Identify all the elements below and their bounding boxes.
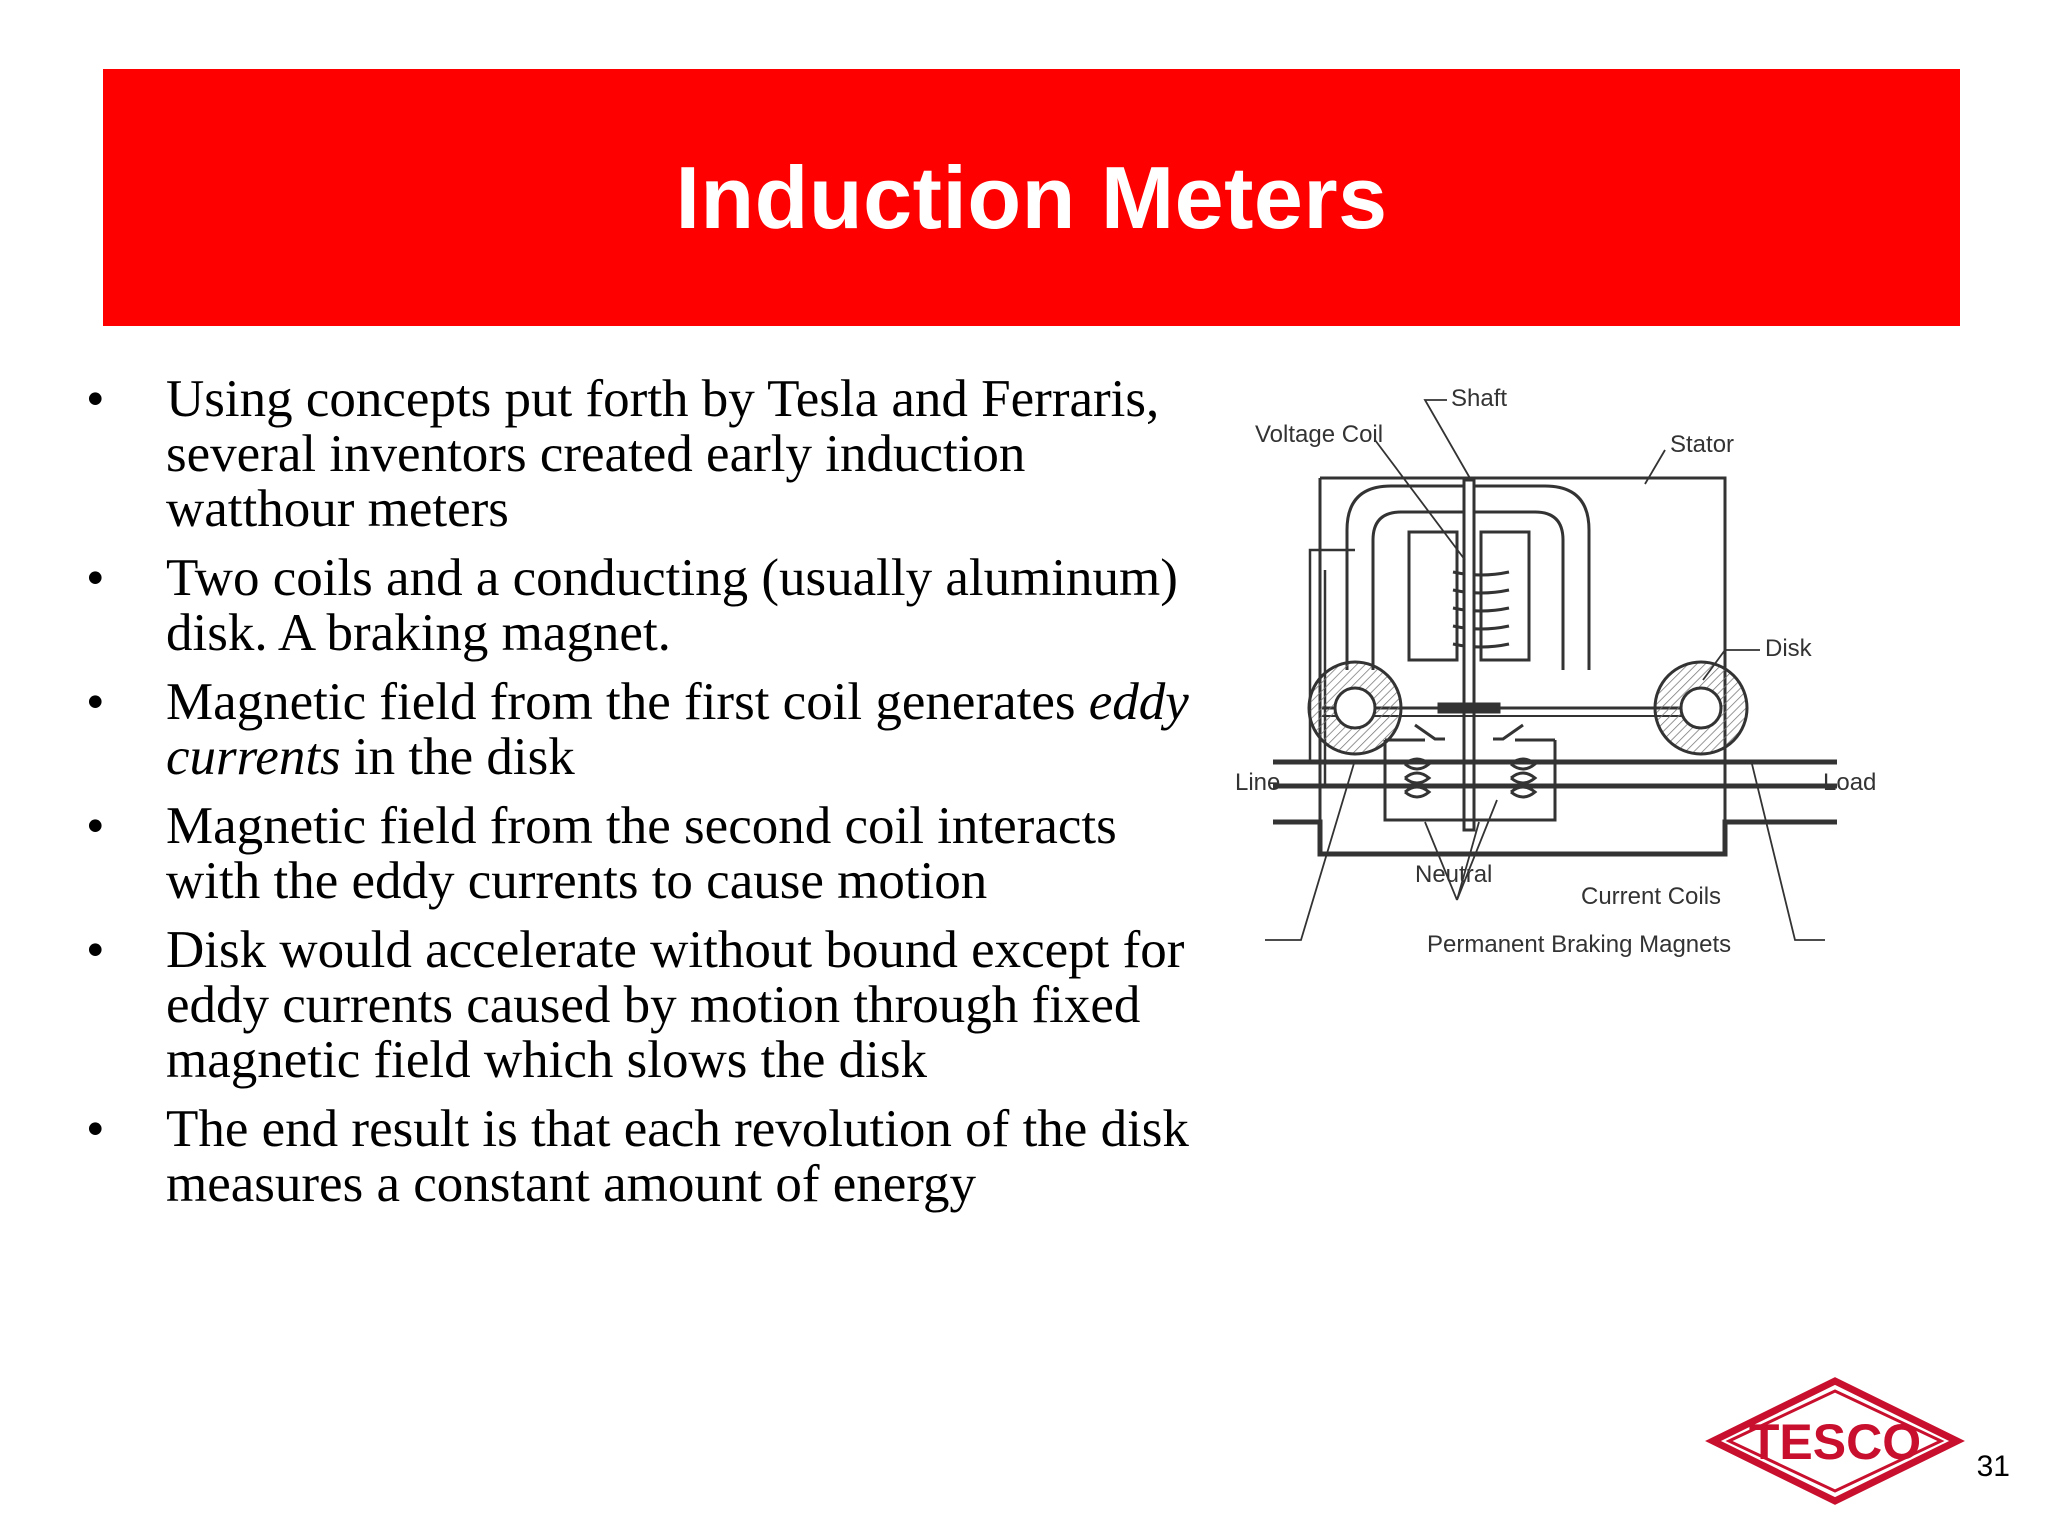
- bullet-text: Magnetic field from the second coil interacts with the eddy currents to cause motion: [166, 797, 1117, 910]
- bullet-list: [80, 372, 1210, 1226]
- bullet-text: The end result is that each revolution of the disk measures a constant amount of energy: [166, 1100, 1189, 1213]
- bullet-text: Two coils and a conducting (usually aluminum) disk. A braking magnet.: [166, 549, 1178, 662]
- title-bar: [103, 69, 1960, 326]
- tesco-logo: [1705, 1375, 1965, 1507]
- label-disk: Disk: [1765, 635, 1812, 662]
- bullet-marker: •: [86, 370, 105, 428]
- voltage-pole-left: [1409, 532, 1457, 660]
- bullet-italic-term: eddy currents: [166, 673, 1189, 786]
- bullet-text-start: Magnetic field from the first coil generates: [166, 673, 1089, 731]
- label-neutral: Neutral: [1415, 861, 1493, 888]
- bullet-marker: •: [86, 549, 105, 607]
- neutral-conductor: [1273, 822, 1837, 854]
- bullet-item: [80, 799, 1210, 909]
- bullet-marker: •: [86, 797, 105, 855]
- bullet-marker: •: [86, 1100, 105, 1158]
- label-stator: Stator: [1670, 431, 1735, 458]
- bullet-marker: •: [86, 921, 105, 979]
- page-number: 31: [1976, 1450, 2010, 1483]
- label-current-coils: Current Coils: [1581, 883, 1722, 910]
- voltage-pole-right: [1481, 532, 1529, 660]
- bullet-marker: •: [86, 673, 105, 731]
- bullet-text: Using concepts put forth by Tesla and Ferraris, several inventors created early induction watthour meters: [166, 370, 1160, 538]
- bullet-text: Disk would accelerate without bound except for eddy currents caused by motion through fixed magnetic field which slows the disk: [166, 921, 1185, 1089]
- logo-text: TESCO: [1748, 1414, 1922, 1470]
- induction-meter-diagram: [1225, 380, 1885, 970]
- bullet-item: [80, 923, 1210, 1088]
- label-load: Load: [1823, 769, 1877, 796]
- shaft: [1464, 480, 1474, 830]
- label-shaft: Shaft: [1451, 385, 1508, 412]
- bullet-text-end: in the disk: [340, 728, 575, 786]
- slide-title: Induction Meters: [675, 147, 1388, 247]
- label-braking-magnets: Permanent Braking Magnets: [1427, 931, 1732, 958]
- bullet-item: [80, 1102, 1210, 1212]
- bullet-item: [80, 372, 1210, 537]
- label-voltage-coil: Voltage Coil: [1255, 421, 1384, 448]
- label-line: Line: [1235, 769, 1281, 796]
- bullet-item: [80, 675, 1210, 785]
- bullet-item: [80, 551, 1210, 661]
